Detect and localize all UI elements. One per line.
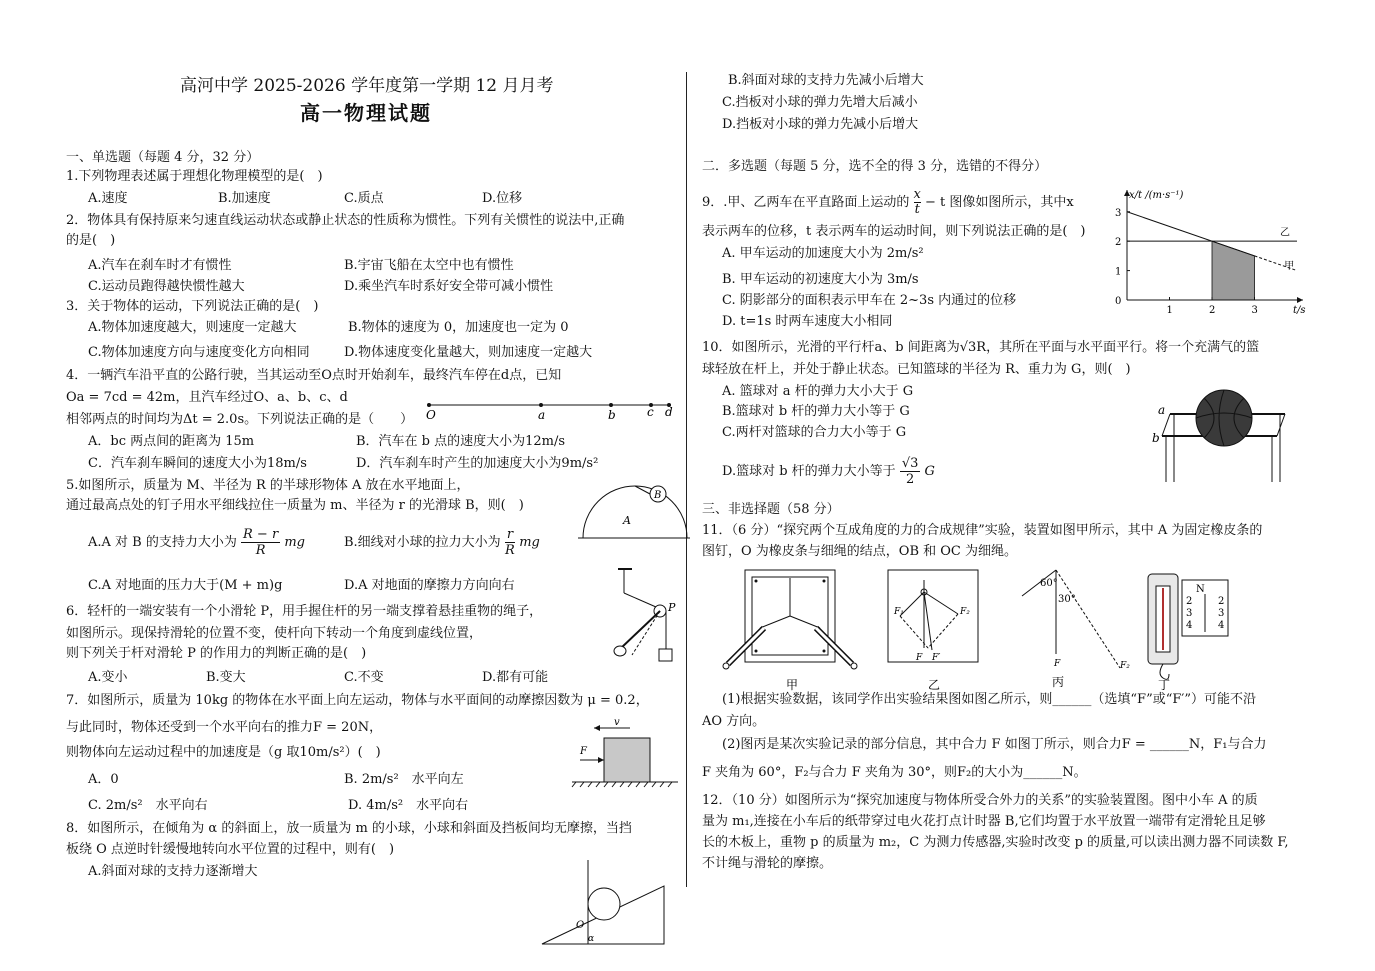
q6-pulley-diagram xyxy=(604,567,680,667)
q4-stem-line3: 相邻两点的时间均为Δt = 2.0s。下列说法正确的是（ ） xyxy=(66,412,414,427)
q1-stem: 1.下列物理表述属于理想化物理模型的是( ) xyxy=(66,169,323,184)
q5-b-denominator: R xyxy=(505,543,515,558)
q5-b-numerator: r xyxy=(506,527,514,542)
q9-stem-line2: 表示两车的位移，t 表示两车的运动时间，则下列说法正确的是( ) xyxy=(702,224,1086,239)
section1-heading: 一、单选题（每题 4 分，32 分） xyxy=(66,150,260,165)
q11-ding-tick-3: 3 xyxy=(1186,608,1193,619)
q11-bing-label-f: F xyxy=(1054,659,1061,669)
q11-ding-tick-3r: 3 xyxy=(1218,608,1225,619)
q5-a-numerator: R − r xyxy=(243,527,279,542)
q11-bing-angle-30: 30° xyxy=(1058,594,1076,605)
q10-option-c: C.两杆对篮球的合力大小等于 G xyxy=(722,425,907,440)
q11-yi-label-f: F xyxy=(916,653,923,663)
q10-option-d xyxy=(722,456,935,487)
q10-option-a: A. 篮球对 a 杆的弹力大小大于 G xyxy=(722,384,914,399)
q11-bing-angle-60: 60° xyxy=(1040,578,1058,589)
q11-part2-line1: (2)图丙是某次实验记录的部分信息，其中合力 F 如图丁所示，则合力F = ______N，F₁与合力 xyxy=(722,737,1267,752)
q11-stem-line2: 图钉，O 为橡皮条与细绳的结点，OB 和 OC 为细绳。 xyxy=(702,544,1018,559)
q5-label-a: A xyxy=(623,514,631,527)
q11-stem-line1: 11．（6 分）“探究两个互成角度的力的合成规律”实验，装置如图甲所示，其中 A 为固定橡皮条的 xyxy=(702,523,1263,538)
y-tick-label: 3 xyxy=(1115,207,1122,219)
q1-option-c: C.质点 xyxy=(344,191,384,206)
q2-option-d: D.乘坐汽车时系好安全带可减小惯性 xyxy=(344,279,554,294)
q10-d-numerator: √3 xyxy=(901,456,919,471)
q7-option-b: B. 2m/s² 水平向左 xyxy=(344,772,464,787)
q3-stem: 3．关于物体的运动，下列说法正确的是( ) xyxy=(66,299,319,314)
q11-ding-tick-2: 2 xyxy=(1186,596,1193,607)
q3-option-b: B.物体的速度为 0，加速度也一定为 0 xyxy=(348,320,569,335)
q9-option-b: B. 甲车运动的初速度大小为 3m/s xyxy=(722,272,919,287)
left-column xyxy=(60,0,680,971)
q4-label-c: c xyxy=(647,405,654,419)
q4-label-a: a xyxy=(538,408,546,422)
q11-caption-yi: 乙 xyxy=(928,678,941,692)
q9-xt-t-graph xyxy=(1105,182,1305,320)
q7-option-a: A．0 xyxy=(88,772,119,787)
x-axis-arrow xyxy=(1297,297,1303,303)
series-yi-label: 乙 xyxy=(1280,227,1290,239)
q4-stem-line2: Oa = 7cd = 42m，且汽车经过O、a、b、c、d xyxy=(66,390,348,405)
q11-bing-label-f2: F₂ xyxy=(1120,661,1130,671)
q8-option-c: C.挡板对小球的弹力先增大后减小 xyxy=(722,95,918,110)
q8-label-o: O xyxy=(576,920,585,931)
x-tick-label: 1 xyxy=(1166,305,1173,316)
q11-figures xyxy=(720,568,1240,690)
x-axis-label: t/s xyxy=(1293,305,1306,316)
q8-stem-line2: 板绕 O 点逆时针缓慢地转向水平位置的过程中，则有( ) xyxy=(66,842,395,857)
q6-option-b: B.变大 xyxy=(206,670,246,685)
q3-option-d: D.物体速度变化量越大，则加速度一定越大 xyxy=(344,345,593,360)
q4-label-d: d xyxy=(665,405,673,419)
q12-line1: 12．（10 分）如图所示为“探究加速度与物体所受合外力的关系”的实验装置图。图中小车 A 的质 xyxy=(702,793,1258,808)
q10-label-a: a xyxy=(1158,403,1166,417)
q10-basketball-diagram xyxy=(1152,384,1290,486)
q11-caption-jia: 甲 xyxy=(786,678,799,692)
column-divider xyxy=(686,72,687,887)
q5-b-prefix: B.细线对小球的拉力大小为 xyxy=(344,535,501,550)
q2-option-b: B.宇宙飞船在太空中也有惯性 xyxy=(344,258,514,273)
q11-ding-tick-2r: 2 xyxy=(1218,596,1225,607)
q5-hemisphere-diagram xyxy=(578,480,678,542)
q11-part2-line2: F 夹角为 60°，F₂与合力 F 夹角为 30°，则F₂的大小为______N。 xyxy=(702,765,1087,780)
q9-fraction-denominator: t xyxy=(914,202,920,217)
q8-option-b: B.斜面对球的支持力先减小后增大 xyxy=(728,73,924,88)
q5-b-suffix: mg xyxy=(519,535,540,550)
q3-option-a: A.物体加速度越大，则速度一定越大 xyxy=(88,320,297,335)
q6-option-c: C.不变 xyxy=(344,670,384,685)
q11-part1-line2: AO 方向。 xyxy=(702,714,766,729)
q11-ding-unit: N xyxy=(1196,584,1205,595)
q6-option-d: D.都有可能 xyxy=(482,670,549,685)
q7-label-f: F xyxy=(580,746,587,757)
q4-label-b: b xyxy=(608,408,616,422)
q6-option-a: A.变小 xyxy=(88,670,128,685)
q7-option-c: C. 2m/s² 水平向右 xyxy=(88,798,208,813)
q4-stem-line1: 4．一辆汽车沿平直的公路行驶，当其运动至O点时开始刹车，最终汽车停在d点，已知 xyxy=(66,368,562,383)
y-tick-label: 1 xyxy=(1115,266,1122,278)
q5-b-fraction xyxy=(505,527,515,558)
q7-block-diagram xyxy=(570,716,680,788)
q4-option-d: D．汽车刹车时产生的加速度大小为9m/s² xyxy=(356,456,599,471)
q5-a-suffix: mg xyxy=(284,535,305,550)
q5-a-denominator: R xyxy=(255,543,266,558)
q10-stem-line2: 球轻放在杆上，并处于静止状态。已知篮球的半径为 R、重力为 G，则( ) xyxy=(702,362,1131,377)
q1-option-b: B.加速度 xyxy=(218,191,271,206)
q5-option-b xyxy=(344,527,540,558)
q11-part1-line1: (1)根据实验数据，该同学作出实验结果图如图乙所示，则______（选填“F”或“F′”）可能不沿 xyxy=(722,692,1256,707)
q9-stem-suffix: − t 图像如图所示，其中x xyxy=(925,195,1074,210)
q11-figure-ding xyxy=(1148,574,1228,692)
q1-option-d: D.位移 xyxy=(482,191,523,206)
q6-stem-line3: 则下列关于杆对滑轮 P 的作用力的判断正确的是( ) xyxy=(66,646,367,661)
q8-label-alpha: α xyxy=(588,934,595,944)
q8-option-a: A.斜面对球的支持力逐渐增大 xyxy=(88,864,258,879)
q7-option-d: D. 4m/s² 水平向右 xyxy=(348,798,469,813)
q5-option-c: C.A 对地面的压力大于(M + m)g xyxy=(88,578,283,593)
q7-stem-line2: 与此同时，物体还受到一个水平向右的推力F = 20N， xyxy=(66,720,383,735)
q11-caption-ding: 丁 xyxy=(1158,678,1171,692)
q8-incline-diagram xyxy=(538,856,668,948)
y-tick-label: 2 xyxy=(1115,237,1122,249)
q2-stem-line2: 的是( ) xyxy=(66,233,116,248)
q11-figure-bing xyxy=(1022,570,1130,689)
q12-line4: 不计绳与滑轮的摩擦。 xyxy=(702,856,833,871)
q2-stem-line1: 2．物体具有保持原来匀速直线运动状态或静止状态的性质称为惯性。下列有关惯性的说法中,正确 xyxy=(66,213,625,228)
series-jia-label: 甲 xyxy=(1284,261,1295,273)
q10-label-b: b xyxy=(1152,431,1160,445)
q9-fraction xyxy=(914,188,921,217)
q9-option-c: C. 阴影部分的面积表示甲车在 2~3s 内通过的位移 xyxy=(722,293,1017,308)
q10-d-denominator: 2 xyxy=(905,472,915,487)
shaded-area xyxy=(1212,241,1255,300)
subject-title: 高一物理试题 xyxy=(300,101,432,125)
q10-d-fraction xyxy=(900,456,921,487)
section2-heading: 二．多选题（每题 5 分，选不全的得 3 分，选错的不得分） xyxy=(702,159,1048,174)
q9-option-a: A. 甲车运动的加速度大小为 2m/s² xyxy=(722,246,924,261)
q5-stem-line1: 5.如图所示，质量为 M、半径为 R 的半球形物体 A 放在水平地面上， xyxy=(66,478,470,493)
q5-a-prefix: A.A 对 B 的支持力大小为 xyxy=(88,535,237,550)
q12-line2: 量为 m₁,连接在小车后的纸带穿过电火花打点计时器 B,它们均置于水平放置一端带有定滑轮且足够 xyxy=(702,814,1266,829)
q11-yi-label-f2: F₂ xyxy=(960,607,970,617)
q4-position-diagram xyxy=(426,396,676,422)
q10-option-b: B.篮球对 b 杆的弹力大小等于 G xyxy=(722,404,910,419)
section3-heading: 三、非选择题（58 分） xyxy=(702,502,840,517)
q4-option-b: B．汽车在 b 点的速度大小为12m/s xyxy=(356,434,566,449)
q10-stem-line1: 10．如图所示，光滑的平行杆a、b 间距离为√3R，其所在平面与水平面平行。将一个充满气的篮 xyxy=(702,340,1260,355)
q5-stem-line2: 通过最高点处的钉子用水平细线拉住一质量为 m、半径为 r 的光滑球 B，则( ) xyxy=(66,498,524,513)
x-tick-label: 3 xyxy=(1251,305,1258,316)
q4-label-o: O xyxy=(426,408,436,422)
q11-yi-label-f1: F₁ xyxy=(894,607,904,617)
q4-option-c: C．汽车刹车瞬间的速度大小为18m/s xyxy=(88,456,307,471)
q6-stem-line2: 如图所示。现保持滑轮的位置不变，使杆向下转动一个角度到虚线位置， xyxy=(66,626,483,641)
y-tick-label: 0 xyxy=(1115,296,1122,307)
q10-d-suffix: G xyxy=(924,464,935,479)
q6-stem-line1: 6．轻杆的一端安装有一个小滑轮 P，用手握住杆的另一端支撑着悬挂重物的绳子， xyxy=(66,604,543,619)
q4-option-a: A．bc 两点间的距离为 15m xyxy=(88,434,255,449)
q10-d-prefix: D.篮球对 b 杆的弹力大小等于 xyxy=(722,464,896,479)
q7-stem-line1: 7．如图所示，质量为 10kg 的物体在水平面上向左运动，物体与水平面间的动摩擦因数为 μ = 0.2， xyxy=(66,693,649,708)
q12-line3: 长的木板上，重物 p 的质量为 m₂，C 为测力传感器,实验时改变 p 的质量,可以读出测力器不同读数 F, xyxy=(702,835,1289,850)
q6-label-p: P xyxy=(668,601,676,614)
q5-a-fraction xyxy=(241,527,280,558)
q8-stem-line1: 8．如图所示，在倾角为 α 的斜面上，放一质量为 m 的小球，小球和斜面及挡板间均无摩擦，当挡 xyxy=(66,821,632,836)
series-jia-line xyxy=(1127,212,1255,256)
q11-ding-tick-4r: 4 xyxy=(1218,620,1225,631)
q7-label-v: v xyxy=(614,717,620,728)
q2-option-c: C.运动员跑得越快惯性越大 xyxy=(88,279,245,294)
q1-option-a: A.速度 xyxy=(88,191,128,206)
q9-stem-line1 xyxy=(702,188,1074,217)
q2-option-a: A.汽车在刹车时才有惯性 xyxy=(88,258,232,273)
q11-ding-tick-4: 4 xyxy=(1186,620,1193,631)
y-axis-label: x/t /(m·s⁻¹) xyxy=(1129,190,1184,201)
q5-option-d: D.A 对地面的摩擦力方向向右 xyxy=(344,578,515,593)
q8-option-d: D.挡板对小球的弹力先减小后增大 xyxy=(722,117,919,132)
q11-yi-label-fprime: F′ xyxy=(932,653,941,663)
q5-label-b: B xyxy=(654,490,662,501)
q11-figure-yi xyxy=(888,570,978,692)
q9-fraction-numerator: x xyxy=(913,187,921,202)
right-column xyxy=(700,0,1315,971)
q9-stem-prefix: 9．.甲、乙两车在平直路面上运动的 xyxy=(702,195,910,210)
q7-stem-line3: 则物体向左运动过程中的加速度是（g 取10m/s²）( ) xyxy=(66,745,381,760)
x-tick-label: 2 xyxy=(1209,305,1216,316)
q11-figure-jia xyxy=(723,570,857,692)
q5-option-a xyxy=(88,527,305,558)
q3-option-c: C.物体加速度方向与速度变化方向相同 xyxy=(88,345,310,360)
school-title: 高河中学 2025-2026 学年度第一学期 12 月月考 xyxy=(180,76,554,96)
q11-caption-bing: 丙 xyxy=(1052,675,1065,689)
q9-option-d: D. t=1s 时两车速度大小相同 xyxy=(722,314,893,329)
